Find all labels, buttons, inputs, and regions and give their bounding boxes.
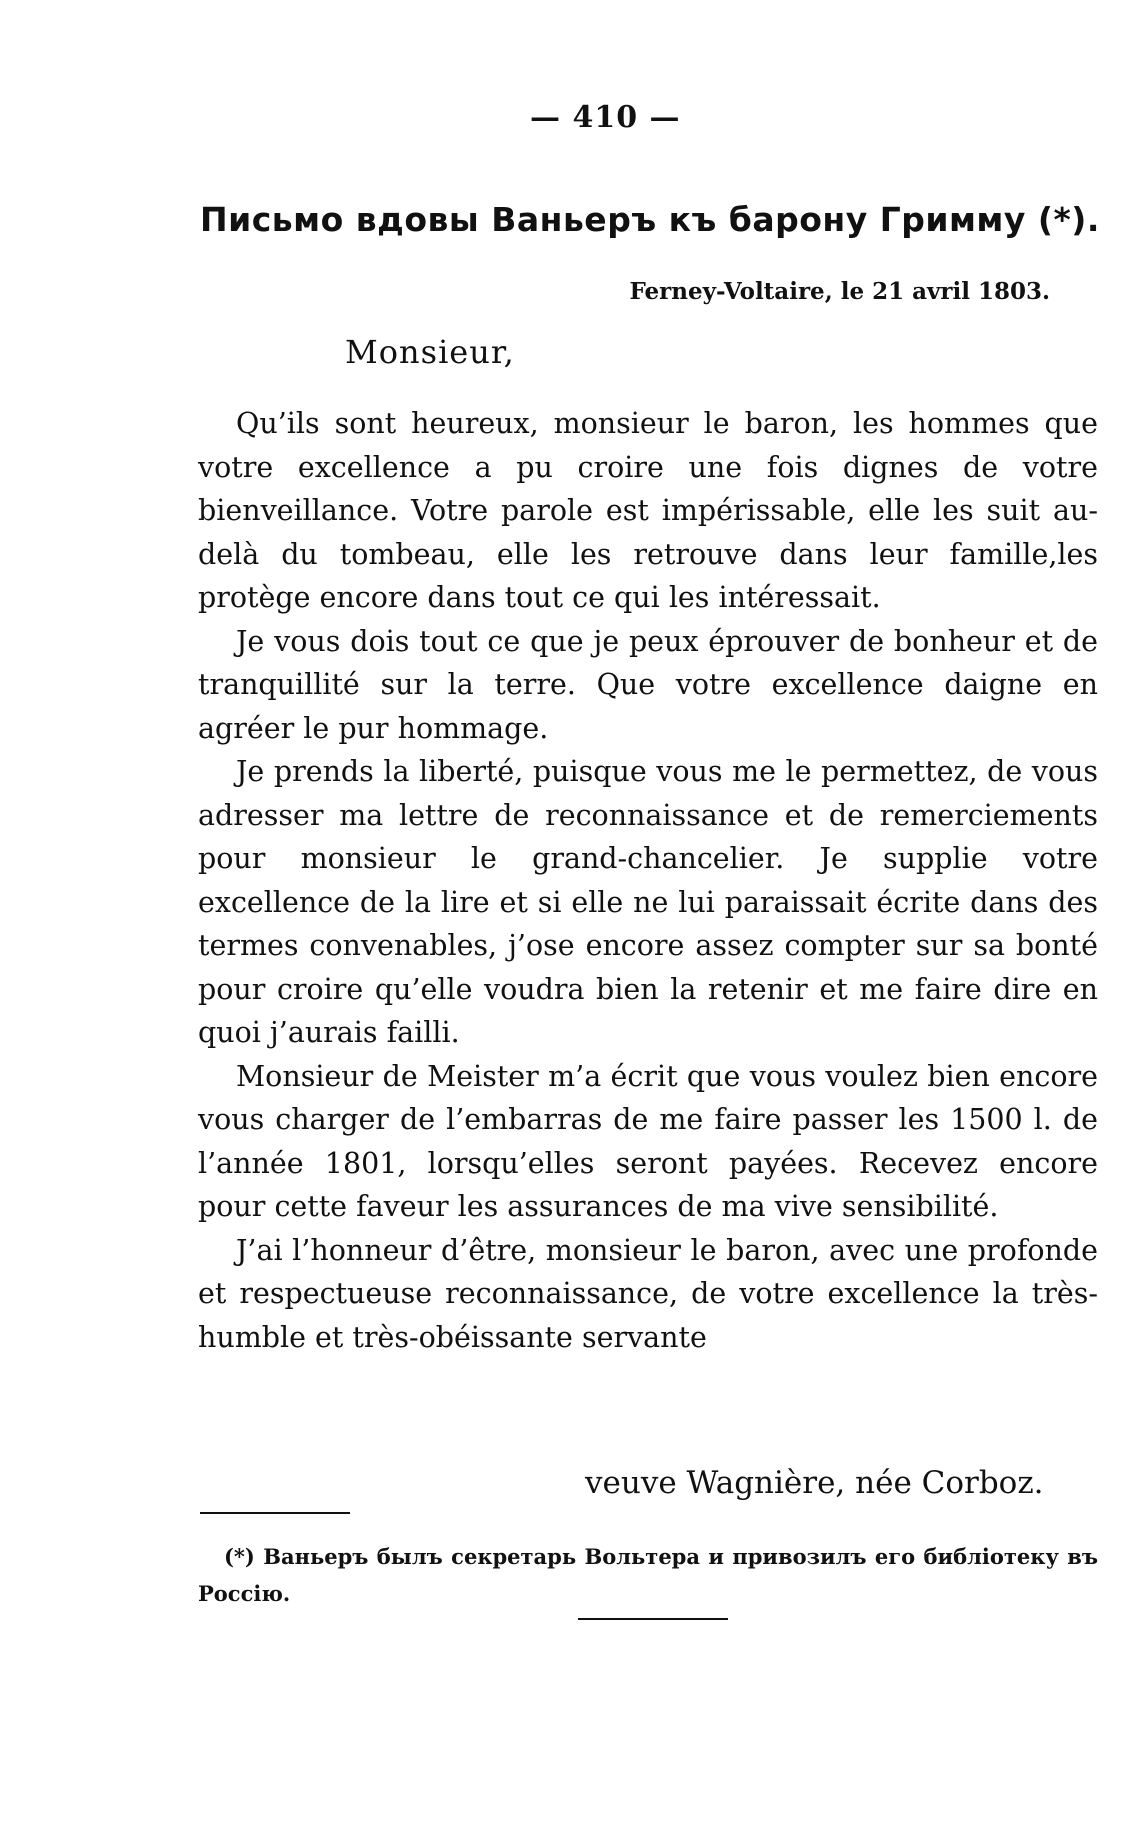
page-number: — 410 — <box>530 100 681 135</box>
paragraph: Je prends la liberté, puisque vous me le permettez, de vous adresser ma lettre de reconnaissance et de remerciements pour monsieur le grand-chancelier. Je supplie votre excellence de la lire et si elle ne lui paraissait écrite dans des termes convenables, j’ose encore assez compter sur sa bonté pour croire qu’elle voudra bien la retenir et me faire dire en quoi j’aurais failli. <box>198 755 1098 1049</box>
letter-salutation: Monsieur, <box>345 333 515 371</box>
paragraph: Qu’ils sont heureux, monsieur le baron, les hommes que votre excellence a pu croire une fois dignes de votre bienveillance. Votre parole est impérissable, elle les suit au-delà du tombeau, elle les retrouve dans leur famille,les protège encore dans tout ce qui les intéressait. <box>198 407 1098 614</box>
letter-dateline: Ferney-Voltaire, le 21 avril 1803. <box>629 278 1050 305</box>
paragraph: J’ai l’honneur d’être, monsieur le baron, avec une profonde et respectueuse reconnaissance, de votre excellence la très-humble et très-obéissante servante <box>198 1233 1098 1354</box>
letter-signature: veuve Wagnière, née Corboz. <box>585 1465 1044 1501</box>
paragraph: Monsieur de Meister m’a écrit que vous voulez bien encore vous charger de l’embarras de me faire passer les 1500 l. de l’année 1801, lorsqu’elles seront payées. Recevez encore pour cette faveur les assurances de ma vive sensibilité. <box>198 1059 1098 1223</box>
end-rule <box>578 1618 728 1620</box>
footnote <box>198 1538 1098 1612</box>
footnote-separator-rule <box>200 1512 350 1514</box>
paragraph: Je vous dois tout ce que je peux éprouver de bonheur et de tranquillité sur la terre. Que votre excellence daigne en agréer le pur hommage. <box>198 624 1098 745</box>
letter-body <box>198 402 1098 1359</box>
letter-heading: Письмо вдовы Ваньеръ къ барону Гримму (*). <box>200 200 1100 239</box>
footnote-text: (*) Ваньеръ былъ секретарь Вольтера и привозилъ его библіотеку въ Россію. <box>198 1544 1098 1606</box>
